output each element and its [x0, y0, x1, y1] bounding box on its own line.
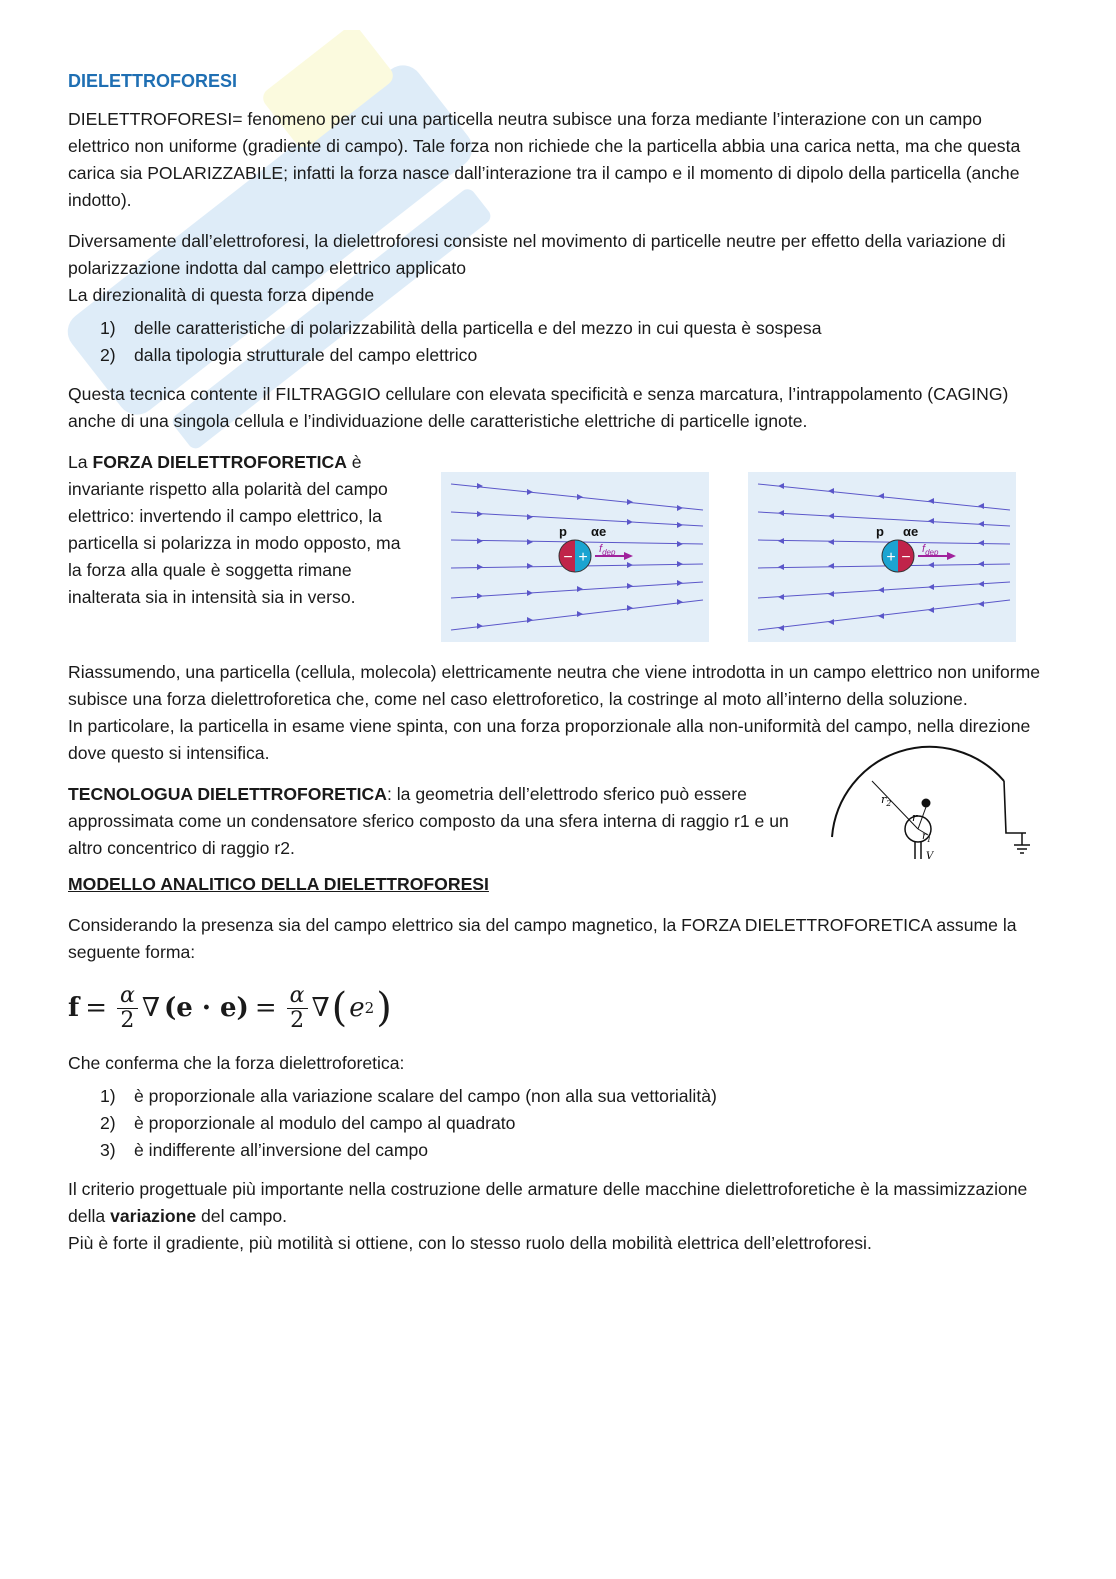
- list-item: 3) è indifferente all’inversione del campo: [100, 1140, 429, 1160]
- forte-paragraph: Più è forte il gradiente, più motilità si ottiene, con lo stesso ruolo della mobilità elettrica dell’elettroforesi.: [68, 1233, 872, 1253]
- p-label: p: [876, 524, 884, 539]
- direzionalita-line: La direzionalità di questa forza dipende: [68, 285, 375, 305]
- alpha-e-label: αe: [903, 524, 919, 539]
- dep-figure-right: [748, 472, 1016, 642]
- list-item: 1) è proporzionale alla variazione scalare del campo (non alla sua vettorialità): [100, 1086, 717, 1106]
- list-item: 2) dalla tipologia strutturale del campo elettrico: [100, 345, 478, 365]
- che-conferma-line: Che conferma che la forza dielettroforetica:: [68, 1053, 405, 1073]
- particolare-paragraph: In particolare, la particella in esame viene spinta, con una forza proporzionale alla non-uniformità del campo, nella direzione dove questo si intensifica.: [68, 716, 1031, 763]
- p-label: p: [559, 524, 567, 539]
- minus-sign: −: [563, 549, 573, 566]
- document-content: [68, 68, 1044, 1271]
- riassumendo-paragraph: Riassumendo, una particella (cellula, molecola) elettricamente neutra che viene introdotta in un campo elettrico non uniforme subisce una forza dielettroforetica che, come nel caso elettroforetico, la costringe al moto all’interno della soluzione.: [68, 662, 1041, 709]
- direzionalita-list: [68, 315, 1044, 369]
- considerando-paragraph: Considerando la presenza sia del campo elettrico sia del campo magnetico, la FORZA DIELETTROFORETICA assume la seguente forma:: [68, 915, 1017, 962]
- particle: [882, 540, 914, 572]
- v-label: V: [926, 851, 934, 861]
- plus-sign: +: [886, 549, 896, 566]
- r2-label: $r_2$: [881, 793, 892, 808]
- tecnica-paragraph: Questa tecnica contente il FILTRAGGIO cellulare con elevata specificità e senza marcatura, l’intrappolamento (CAGING) anche di una singola cellula e l’individuazione delle caratteristiche elettriche di particelle ignote.: [68, 384, 1009, 431]
- forza-section: [68, 449, 1044, 645]
- tecnologia-section: [68, 781, 1044, 861]
- fdep-label: $f_{dep}$: [599, 543, 616, 557]
- page-title: DIELETTROFORESI: [68, 71, 238, 91]
- criterio-paragraph: Il criterio progettuale più importante nella costruzione delle armature delle macchine dielettroforetiche è la massimizzazione della variazione del campo.: [68, 1179, 1028, 1226]
- r-label: r: [912, 811, 918, 824]
- alpha-e-label: αe: [591, 524, 607, 539]
- particle: [559, 540, 591, 572]
- model-heading: MODELLO ANALITICO DELLA DIELETTROFORESI: [68, 874, 489, 894]
- r1-label: $r_1$: [922, 831, 932, 844]
- list-item: 1) delle caratteristiche di polarizzabilità della particella e del mezzo in cui questa è sospesa: [100, 318, 822, 338]
- list-item: 2) è proporzionale al modulo del campo al quadrato: [100, 1113, 516, 1133]
- dep-force-formula: f = $\frac{\alpha}{2}$ ∇ (e · e) = $\frac{\alpha}{2}$ ∇ ( e 2 ): [68, 982, 392, 1033]
- tecnologia-paragraph: TECNOLOGUA DIELETTROFORETICA: la geometria dell’elettrodo sferico può essere approssimata come un condensatore sferico composto da una sfera interna di raggio r1 e un altro concentrico di raggio r2.: [68, 784, 789, 858]
- spherical-electrode-diagram: [826, 741, 1036, 861]
- diversamente-paragraph: Diversamente dall’elettroforesi, la dielettroforesi consiste nel movimento di particelle neutre per effetto della variazione di polarizzazione indotta dal campo elettrico applicato: [68, 231, 1006, 278]
- fdep-label: $f_{dep}$: [922, 543, 939, 557]
- dep-figure-left: [441, 472, 709, 642]
- minus-sign: −: [901, 549, 911, 566]
- properties-list: [68, 1083, 1044, 1164]
- intro-paragraph: DIELETTROFORESI= fenomeno per cui una particella neutra subisce una forza mediante l’interazione con un campo elettrico non uniforme (gradiente di campo). Tale forza non richiede che la particella abbia una carica netta, ma che questa carica sia POLARIZZABILE; infatti la forza nasce dall’interazione tra il campo e il momento di dipolo della particella (anche indotto).: [68, 109, 1021, 210]
- plus-sign: +: [578, 549, 588, 566]
- forza-paragraph: La FORZA DIELETTROFORETICA è invariante rispetto alla polarità del campo elettrico: invertendo il campo elettrico, la particella si polarizza in modo opposto, ma la forza alla quale è soggetta rimane inalterata sia in intensità sia in verso.: [68, 452, 401, 607]
